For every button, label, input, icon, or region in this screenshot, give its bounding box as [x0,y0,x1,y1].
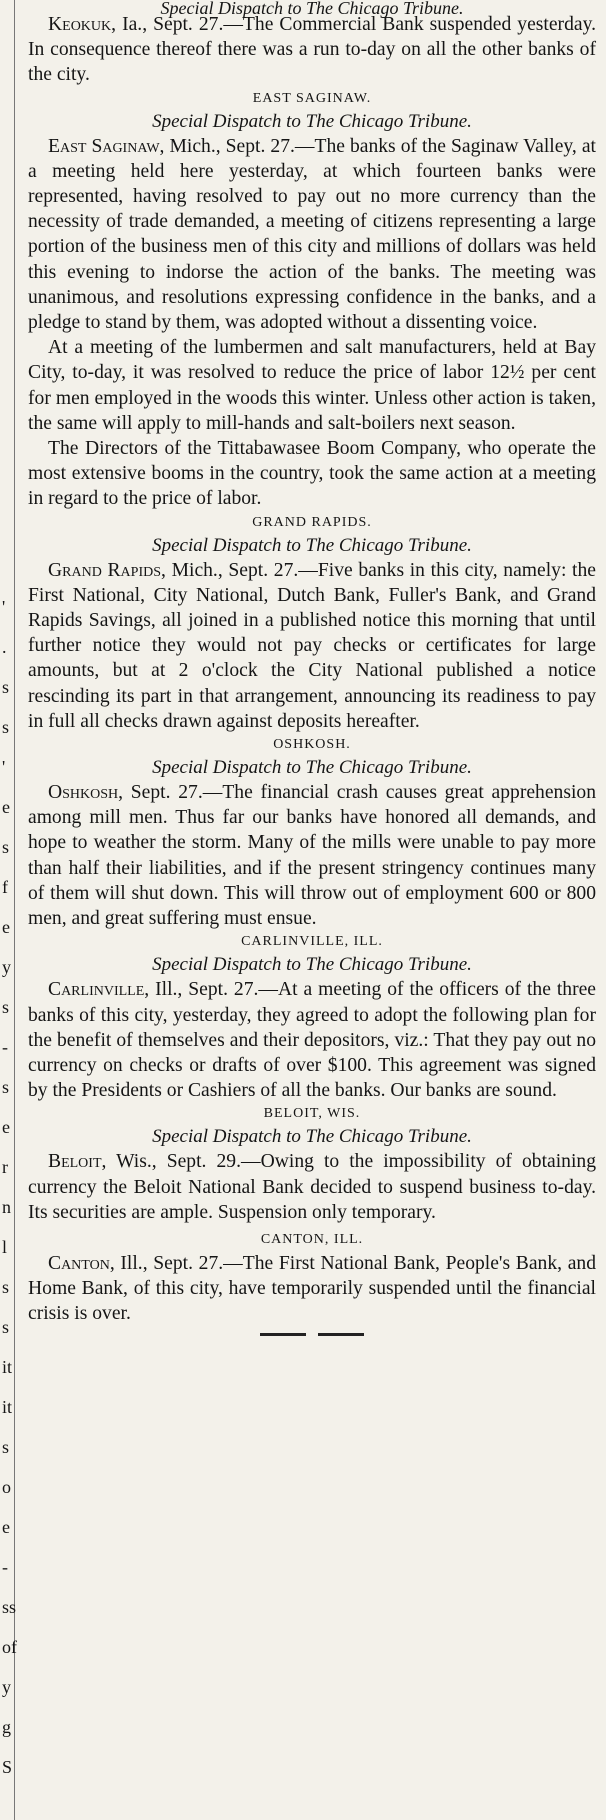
gutter-fragment: s [2,1437,10,1457]
gutter-fragment: ss [2,1597,17,1617]
gutter-fragment: l [2,1237,8,1257]
east-saginaw-dispatch: Special Dispatch to The Chicago Tribune. [152,110,472,132]
beloit-text: , Wis., Sept. 29.—Owing to the impossibility of obtaining currency the Beloit National Bank decided to suspend business to-day. Its securities are ample. Suspension only temporary. [28,1151,596,1223]
carlinville-text: , Ill., Sept. 27.—At a meeting of the officers of the three banks of this city, yesterday, they agreed to adopt the following plan for the benefit of themselves and their depositors, viz.: That they pay out no currency on checks or drafts of over $100. This agreement was signed by the Presidents or Cashiers of all the banks. Our banks are sound. [28,979,596,1102]
gutter-fragment: s [2,837,10,857]
gutter-fragment: n [2,1197,11,1217]
canton-dateline: Canton [48,1252,110,1274]
carlinville-dateline: Carlinville [48,979,145,1001]
gutter-fragment: e [2,1517,10,1537]
beloit-dispatch: Special Dispatch to The Chicago Tribune. [152,1126,472,1148]
grand-rapids-paragraph [28,558,596,734]
carlinville-dispatch: Special Dispatch to The Chicago Tribune. [152,954,472,976]
gutter-fragment: . [2,637,7,657]
gutter-fragment: y [2,957,11,977]
beloit-heading: BELOIT, WIS. [263,1106,361,1122]
cut-off-dispatch-line: Special Dispatch to The Chicago Tribune. [160,0,464,18]
gutter-fragment: of [2,1637,17,1657]
keokuk-dateline: Keokuk [48,14,112,35]
grand-rapids-heading: GRAND RAPIDS. [252,514,372,530]
gutter-fragment: s [2,997,10,1017]
carlinville-paragraph [28,977,596,1103]
keokuk-text: , Ia., Sept. 27.—The Commercial Bank suspended yesterday. In consequence thereof there was a run to-day on all the other banks of the city. [28,14,596,86]
oshkosh-paragraph [28,780,596,931]
gutter-fragment: e [2,797,10,817]
gutter-fragment: ' [2,597,6,617]
oshkosh-heading: OSHKOSH. [273,737,351,753]
gutter-fragment: r [2,1157,8,1177]
article-column [28,0,596,1339]
gutter-fragment: - [2,1557,8,1577]
east-saginaw-paragraph-2: At a meeting of the lumbermen and salt manufacturers, held at Bay City, to-day, it was resolved to reduce the price of labor 12½ per cent for men employed in the woods this winter. Unless other action is taken, the same will apply to mill-hands and salt-boilers next season. [28,337,596,434]
canton-text: , Ill., Sept. 27.—The First National Bank, People's Bank, and Home Bank, of this city, have temporarily suspended until the financial crisis is over. [28,1252,596,1325]
east-saginaw-dateline: East Saginaw [48,135,160,157]
beloit-dateline: Beloit [48,1151,102,1173]
carlinville-heading: CARLINVILLE, ILL. [241,934,383,950]
oshkosh-dateline: Oshkosh [48,782,119,804]
gutter-fragment: e [2,917,10,937]
gutter-fragment: g [2,1717,11,1737]
east-saginaw-paragraph-3: The Directors of the Tittabawasee Boom Company, who operate the most extensive booms in the country, took the same action at a meeting in regard to the price of labor. [28,438,596,510]
east-saginaw-heading: EAST SAGINAW. [252,90,372,106]
gutter-fragment: it [2,1357,13,1377]
keokuk-paragraph [28,12,596,88]
grand-rapids-dispatch: Special Dispatch to The Chicago Tribune. [152,534,472,556]
gutter-fragment: s [2,677,10,697]
gutter-fragment: ' [2,757,6,777]
gutter-fragment: f [2,877,8,897]
gutter-fragment: o [2,1477,11,1497]
gutter-fragment: s [2,1077,10,1097]
grand-rapids-text: , Mich., Sept. 27.—Five banks in this city, namely: the First National, City National, Dutch Bank, Fuller's Bank, and Grand Rapids Savings, all joined in a published notice this morning that until further notice they would not pay checks or certificates for large amounts, but at 2 o'clock the City National published a notice rescinding its part in that arrangement, announcing its readiness to pay in full all checks drawn against deposits hereafter. [28,559,596,732]
gutter-fragment: it [2,1397,13,1417]
gutter-fragment: - [2,1037,8,1057]
gutter-fragment: S [2,1757,13,1777]
beloit-paragraph [28,1149,596,1225]
gutter-fragment: s [2,1277,10,1297]
end-rule [28,1329,596,1339]
east-saginaw-text-1: , Mich., Sept. 27.—The banks of the Saginaw Valley, at a meeting held here yesterday, at which fourteen banks were represented, having resolved to pay out no more currency than the necessity of trade demanded, a meeting of citizens representing a large portion of the business men of this city and millions of dollars was held this evening to indorse the action of the banks. The meeting was unanimous, and resolutions expressing confidence in the banks, and a pledge to stand by them, was adopted without a dissenting voice. [28,135,596,334]
canton-heading: CANTON, ILL. [260,1231,364,1247]
gutter-fragment: e [2,1117,10,1137]
oshkosh-text: , Sept. 27.—The financial crash causes great apprehension among mill men. Thus far our banks have honored all demands, and hope to weather the storm. Many of the mills were unable to pay more than half their liabilities, and if the present stringency continues many of them will shut down. This will throw out of employment 600 or 800 men, and great suffering must ensue. [28,782,596,930]
oshkosh-dispatch: Special Dispatch to The Chicago Tribune. [152,757,472,779]
grand-rapids-dateline: Grand Rapids [48,559,162,581]
canton-paragraph [28,1251,596,1327]
gutter-fragment: s [2,717,10,737]
adjacent-column-fragment [0,0,15,1820]
gutter-fragment: s [2,1317,10,1337]
east-saginaw-paragraph-1 [28,134,596,336]
gutter-fragment: y [2,1677,11,1697]
